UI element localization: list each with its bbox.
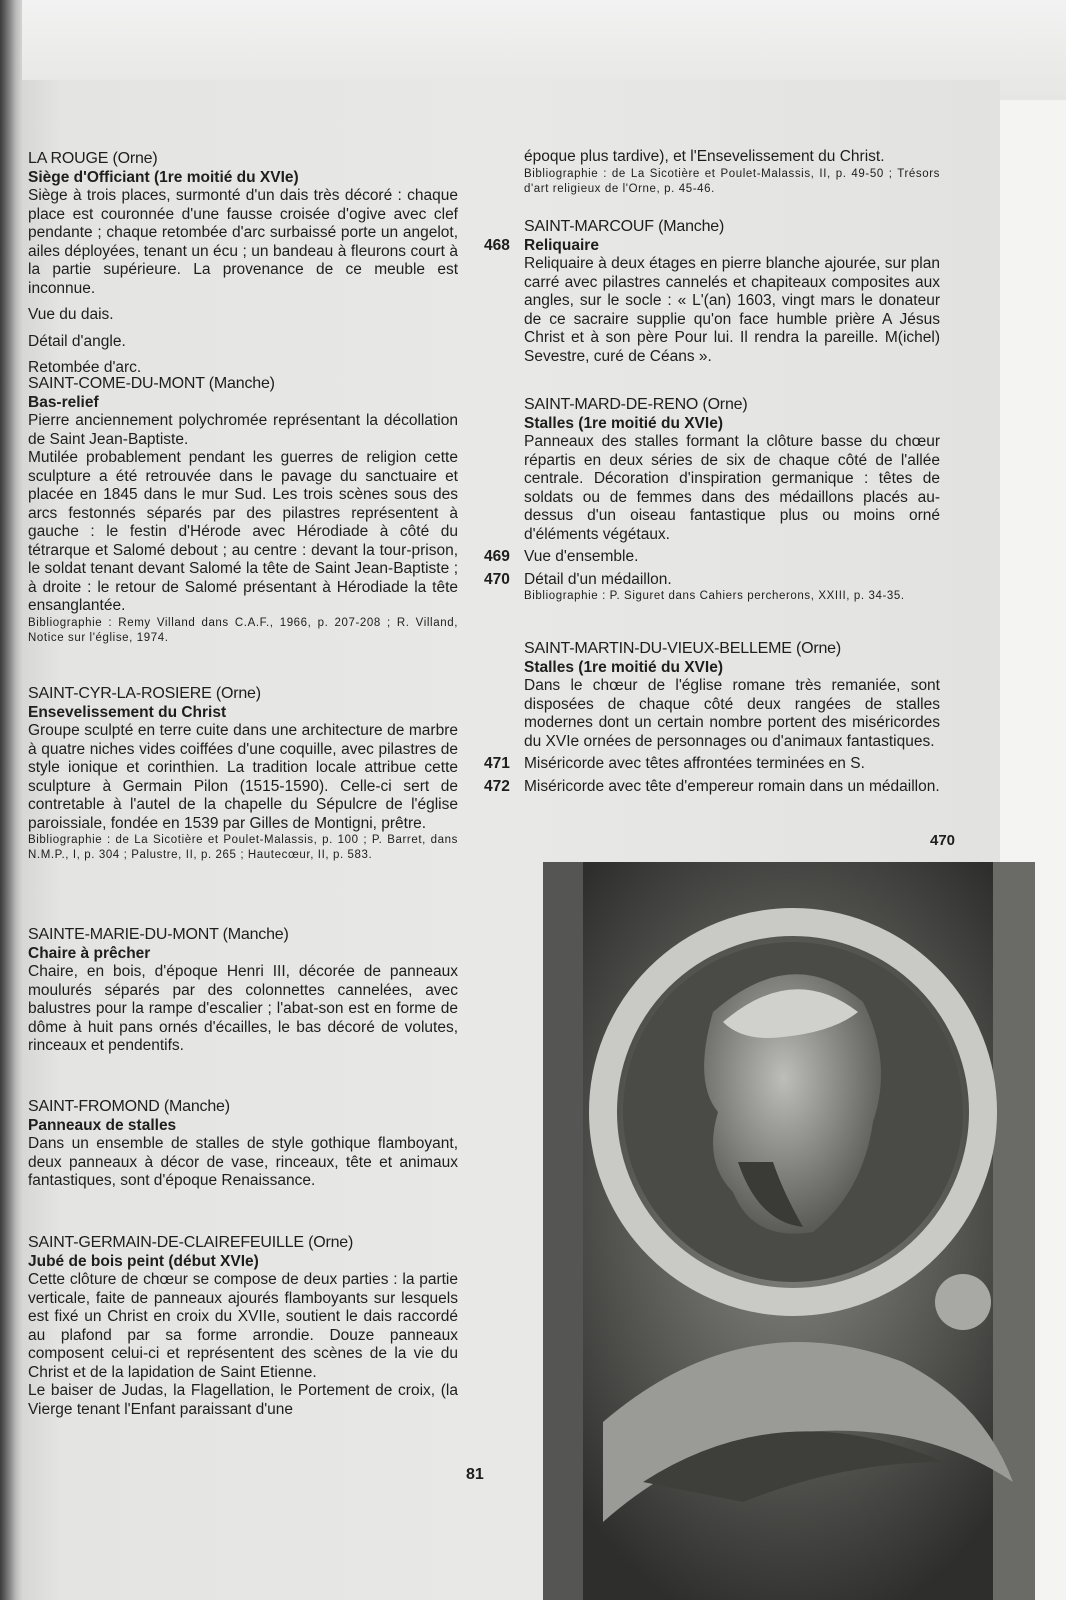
catalog-entry	[524, 148, 940, 197]
region-name: (Orne)	[215, 685, 261, 702]
catalog-entry	[28, 926, 458, 1056]
caption-text: Miséricorde avec têtes affrontées terminées en S.	[524, 755, 865, 772]
figure-caption	[484, 777, 940, 797]
region-name: (Manche)	[222, 926, 289, 943]
entry-title-text: Bas-relief	[28, 393, 99, 411]
entry-description: Cette clôture de chœur se compose de deux parties : la partie verticale, faite de panneaux ajourés flamboyants sur lesquels est fixé un Christ en croix du XVIIe, soutient le dais raccordé au plafond par sa forme arrondie. Douze panneaux composent celui-ci et représentent des scènes de la vie du Christ et de la lapidation de Saint Etienne.	[28, 1271, 458, 1381]
entry-title-text: Chaire à prêcher	[28, 944, 151, 962]
catalog-entry	[28, 375, 458, 646]
entry-heading	[28, 685, 458, 704]
caption-text: Miséricorde avec tête d'empereur romain dans un médaillon.	[524, 777, 940, 795]
place-name: SAINTE-MARIE-DU-MONT	[28, 926, 219, 943]
entry-title-text: Panneaux de stalles	[28, 1116, 177, 1134]
entry-title-text: Stalles (1re moitié du XVIe)	[524, 414, 723, 432]
figure-caption	[484, 570, 940, 590]
entry-title	[28, 169, 458, 188]
entry-heading	[28, 1098, 458, 1117]
region-name: (Manche)	[658, 218, 725, 235]
catalog-entry	[28, 1098, 458, 1191]
entry-title	[28, 704, 458, 723]
entry-title-text: Siège d'Officiant (1re moitié du XVIe)	[28, 168, 299, 186]
place-name: SAINT-FROMOND	[28, 1098, 160, 1115]
place-name: SAINT-CYR-LA-ROSIERE	[28, 685, 212, 702]
entry-description: Pierre anciennement polychromée représentant la décollation de Saint Jean-Baptiste.	[28, 412, 458, 448]
place-name: SAINT-GERMAIN-DE-CLAIREFEUILLE	[28, 1234, 304, 1251]
entry-title	[28, 1117, 458, 1136]
entry-description: Le baiser de Judas, la Flagellation, le Portement de croix, (la Vierge tenant l'Enfant paraissant d'une	[28, 1382, 458, 1418]
bibliography: Bibliographie : de La Sicotière et Poulet-Malassis, p. 100 ; P. Barret, dans N.M.P., I, p. 304 ; Palustre, II, p. 265 ; Hautecœur, II, p. 583.	[28, 834, 458, 861]
entry-heading	[28, 926, 458, 945]
entry-heading	[28, 1234, 458, 1253]
entry-title-text: Stalles (1re moitié du XVIe)	[524, 658, 723, 676]
caption-text: Vue du dais.	[28, 306, 114, 323]
caption-text: Détail d'angle.	[28, 332, 126, 350]
entry-description: Mutilée probablement pendant les guerres de religion cette sculpture a été retrouvée dans le pavage du sanctuaire et placée en 1845 dans le mur Sud. Les trois scènes sous des arcs festonnés séparés par des pilastres représentent à gauche : le festin d'Hérode avec Hérodiade à côté du tétrarque et Salomé debout ; au centre : devant la tour-prison, le soldat tenant devant Salomé la tête de Saint Jean-Baptiste ; à droite : le retour de Salomé présentant à Hérodiade la tête ensanglantée.	[28, 449, 458, 614]
entry-description: Panneaux des stalles formant la clôture basse du chœur répartis en deux séries de six de chaque côté de l'allée centrale. Décoration d'inspiration germanique : têtes de soldats ou de femmes dans des médaillons placés au-dessus d'un oiseau fantastique plus ou moins orné d'éléments végétaux.	[524, 433, 940, 543]
entry-title	[28, 1253, 458, 1272]
caption-text: Vue d'ensemble.	[524, 548, 639, 565]
entry-description: époque plus tardive), et l'Ensevelissement du Christ.	[524, 148, 885, 165]
entry-heading	[524, 396, 940, 415]
entry-title-text: Jubé de bois peint (début XVIe)	[28, 1252, 259, 1270]
region-name: (Orne)	[702, 396, 748, 413]
figure-caption	[28, 306, 458, 325]
entry-heading	[524, 218, 940, 237]
figure-caption	[484, 548, 940, 567]
entry-title	[524, 415, 940, 434]
figure-number: 470	[484, 570, 510, 588]
region-name: (Manche)	[163, 1098, 230, 1115]
entry-description: Groupe sculpté en terre cuite dans une architecture de marbre à quatre niches vides coiffées d'une coquille, avec pilastres de style ionique et corinthien. La tradition locale attribue cette sculpture à Germain Pilon (1515-1590). Celle-ci sert de contretable à l'autel de la chapelle du Sépulcre de l'église paroissiale, fondée en 1539 par Gilles de Montigni, prêtre.	[28, 722, 458, 832]
region-name: (Manche)	[208, 375, 275, 392]
region-name: (Orne)	[795, 640, 842, 657]
catalog-entry	[28, 1234, 458, 1419]
figure-caption	[28, 333, 458, 352]
page-number: 81	[466, 1466, 484, 1483]
figure-caption	[484, 755, 940, 774]
photo-label: 470	[930, 832, 956, 849]
place-name: SAINT-MARD-DE-RENO	[524, 396, 699, 413]
book-binding	[0, 0, 22, 1600]
entry-description: Reliquaire à deux étages en pierre blanche ajourée, sur plan carré avec pilastres cannelés et chapiteaux composites aux angles, sur le socle : « L'(an) 1603, vingt mars le donateur de ce sacraire supplie qu'on face humble prière A Jésus Christ et à son père Pour lui. Il rendra la pareille. M(ichel) Sevestre, curé de Céans ».	[524, 255, 940, 365]
region-name: (Orne)	[308, 1234, 354, 1251]
region-name: (Orne)	[112, 150, 158, 167]
entry-title-text: Reliquaire	[524, 236, 599, 254]
entry-heading	[28, 375, 458, 394]
entry-title-text: Ensevelissement du Christ	[28, 703, 227, 721]
place-name: SAINT-MARTIN-DU-VIEUX-BELLEME	[524, 640, 792, 657]
figure-number: 472	[484, 777, 510, 795]
entry-description: Siège à trois places, surmonté d'un dais très décoré : chaque place est couronnée d'une fausse croisée d'ogive avec clef pendante ; chaque retombée d'arc surbaissé porte un angelot, ailes déployées, tenant un écu ; un bandeau à fleurons court à la partie supérieure. La provenance de ce meuble est inconnue.	[28, 187, 458, 297]
catalog-entry	[484, 640, 940, 796]
entry-description: Dans un ensemble de stalles de style gothique flamboyant, deux panneaux à décor de vase, rinceaux, tête et animaux fantastiques, sont d'époque Renaissance.	[28, 1135, 458, 1189]
entry-heading	[524, 640, 940, 659]
catalog-entry	[484, 396, 940, 604]
bibliography: Bibliographie : Remy Villand dans C.A.F., 1966, p. 207-208 ; R. Villand, Notice sur l'église, 1974.	[28, 616, 458, 644]
place-name: LA ROUGE	[28, 150, 109, 167]
bibliography: Bibliographie : P. Siguret dans Cahiers percherons, XXIII, p. 34-35.	[524, 590, 905, 602]
entry-title	[28, 945, 458, 964]
caption-text: Détail d'un médaillon.	[524, 570, 672, 588]
entry-heading	[28, 150, 458, 169]
catalog-entry	[28, 685, 458, 863]
entry-title	[484, 236, 940, 256]
figure-number: 469	[484, 548, 510, 565]
place-name: SAINT-COME-DU-MONT	[28, 375, 205, 392]
catalog-entry	[28, 150, 458, 378]
caption-text: Retombée d'arc.	[28, 359, 142, 376]
entry-description: Chaire, en bois, d'époque Henri III, décorée de panneaux moulurés séparés par des colonnettes cannelées, avec balustres pour la rampe d'escalier ; l'abat-son est en forme de dôme à huit pans ornés d'écailles, le bas décoré de volutes, rinceaux et pendentifs.	[28, 963, 458, 1054]
figure-number: 471	[484, 755, 510, 772]
medallion-photo	[543, 862, 1035, 1600]
bibliography: Bibliographie : de La Sicotière et Poulet-Malassis, II, p. 49-50 ; Trésors d'art religieux de l'Orne, p. 45-46.	[524, 167, 940, 195]
entry-title	[28, 394, 458, 413]
place-name: SAINT-MARCOUF	[524, 218, 654, 235]
item-number: 468	[484, 236, 510, 254]
catalog-entry	[484, 218, 940, 366]
entry-title	[524, 659, 940, 678]
entry-description: Dans le chœur de l'église romane très remaniée, sont disposées de chaque côté deux rangées de stalles modernes dont un certain nombre portent des miséricordes du XVIe ornées de personnages ou d'animaux fantastiques.	[524, 677, 940, 750]
